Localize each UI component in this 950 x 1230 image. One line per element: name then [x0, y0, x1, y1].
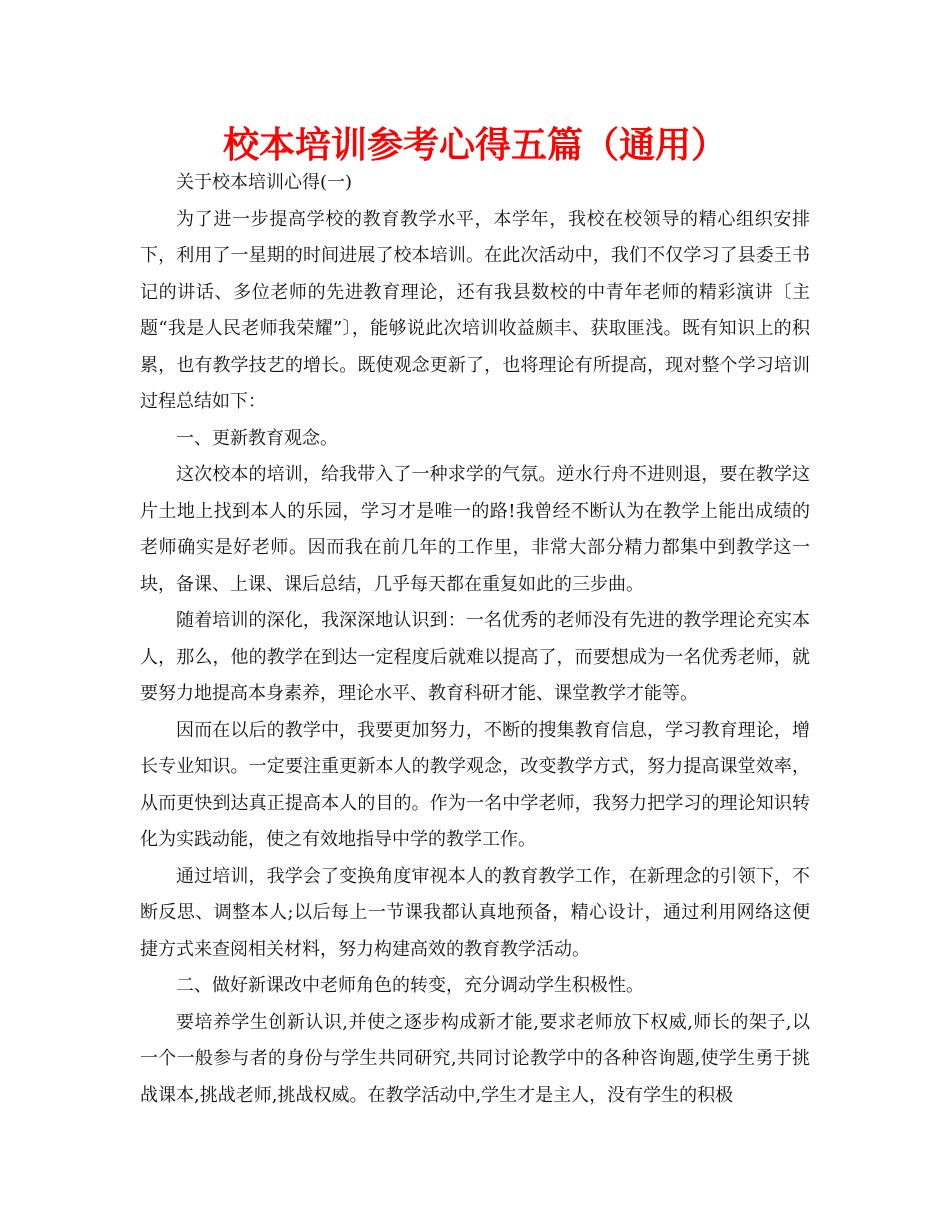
paragraph: 要培养学生创新认识,并使之逐步构成新才能,要求老师放下权威,师长的架子,以一个一般参与者的身份与学生共同研究,共同讨论教学中的各种咨询题,使学生勇于挑战课本,挑战老师,挑战权威。在教学活动中,学生才是主人，没有学生的积极: [140, 1011, 810, 1106]
document-body: [140, 165, 810, 1114]
paragraph: 为了进一步提高学校的教育教学水平，本学年，我校在校领导的精心组织安排下，利用了一星期的时间进展了校本培训。在此次活动中，我们不仅学习了县委王书记的讲话、多位老师的先进教育理论，还有我县数校的中青年老师的精彩演讲〔主题“我是人民老师我荣耀”〕，能够说此次培训收益颇丰、获取匪浅。既有知识上的积累，也有教学技艺的增长。既使观念更新了，也将理论有所提高，现对整个学习培训过程总结如下：: [140, 208, 810, 412]
paragraph: 通过培训，我学会了变换角度审视本人的教育教学工作，在新理念的引领下，不断反思、调整本人;以后每上一节课我都认真地预备，精心设计，通过利用网络这便捷方式来查阅相关材料，努力构建高效的教育教学活动。: [140, 865, 810, 960]
paragraph: 随着培训的深化，我深深地认识到：一名优秀的老师没有先进的教学理论充实本人，那么，他的教学在到达一定程度后就难以提高了，而要想成为一名优秀老师，就要努力地提高本身素养，理论水平、教育科研才能、课堂教学才能等。: [140, 610, 810, 704]
paragraph: 这次校本的培训，给我带入了一种求学的气氛。逆水行舟不进则退，要在教学这片土地上找到本人的乐园，学习才是唯一的路!我曾经不断认为在教学上能出成绩的老师确实是好老师。因而我在前几年的工作里，非常大部分精力都集中到教学这一块，备课、上课、课后总结，几乎每天都在重复如此的三步曲。: [140, 464, 810, 595]
section-heading: 一、更新教育观念。: [176, 427, 338, 449]
paragraph-subtitle: 关于校本培训心得(一): [176, 172, 353, 193]
section-heading: 二、做好新课改中老师角色的转变，充分调动学生积极性。: [176, 975, 644, 996]
paragraph: 因而在以后的教学中，我要更加努力，不断的搜集教育信息，学习教育理论，增长专业知识。一定要注重更新本人的教学观念，改变教学方式，努力提高课堂效率，从而更快到达真正提高本人的目的。作为一名中学老师，我努力把学习的理论知识转化为实践动能，使之有效地指导中学的教学工作。: [140, 719, 810, 850]
document-title: 校本培训参考心得五篇（通用）: [222, 125, 727, 166]
